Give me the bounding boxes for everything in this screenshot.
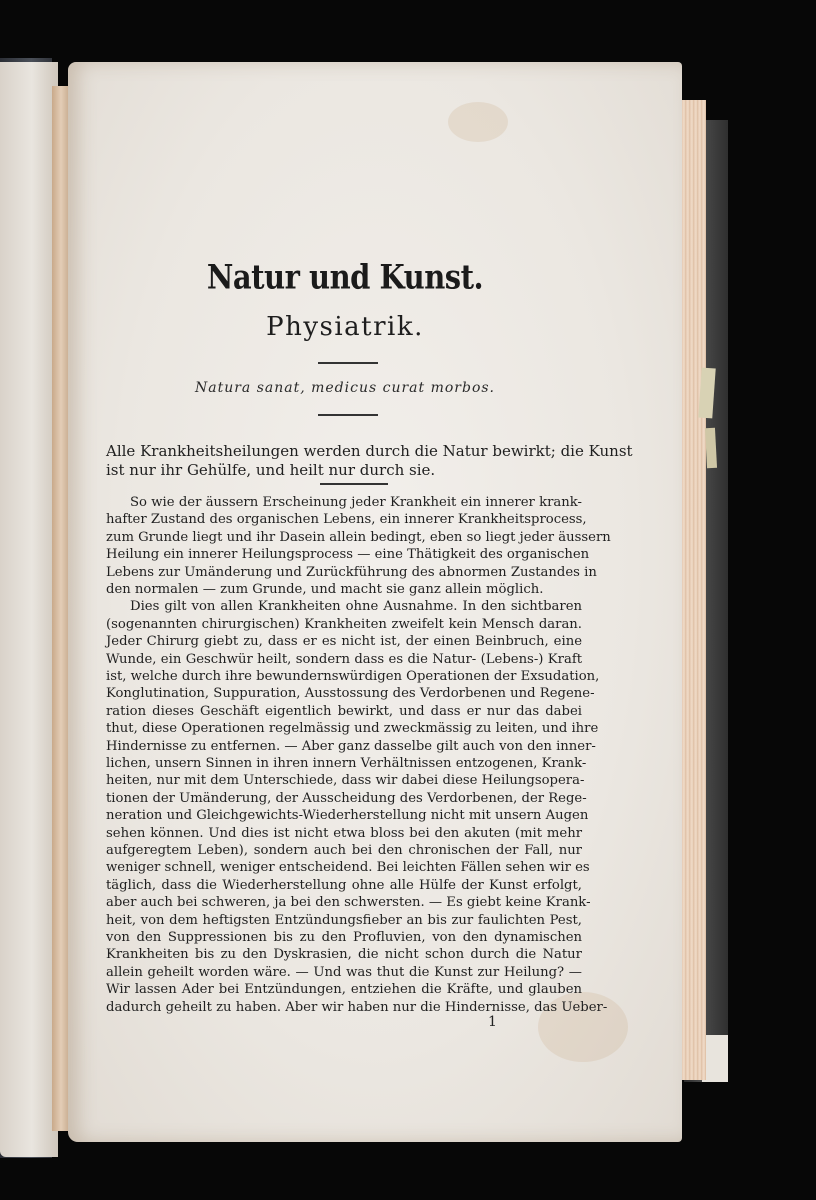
page-subtitle: Physiatrik. xyxy=(266,312,424,342)
divider-rule xyxy=(320,483,388,485)
body-line: lichen, unsern Sinnen in ihren innern Verhältnissen entzogenen, Krank- xyxy=(106,756,587,771)
body-line: zum Grunde liegt und ihr Dasein allein bedingt, eben so liegt jeder äussern xyxy=(106,529,611,545)
intro-line: ist nur ihr Gehülfe, und heilt nur durch sie. xyxy=(106,461,436,479)
body-line: ration dieses Geschäft eigentlich bewirkt, und dass er nur das dabei xyxy=(106,703,582,719)
latin-motto: Natura sanat, medicus curat morbos. xyxy=(194,380,496,396)
body-line: den normalen — zum Grunde, und macht sie ganz allein möglich. xyxy=(106,582,544,597)
body-line: Jeder Chirurg giebt zu, dass er es nicht ist, der einen Beinbruch, eine xyxy=(106,634,582,650)
body-line: tionen der Umänderung, der Ausscheidung des Verdorbenen, der Rege- xyxy=(106,790,587,806)
body-line: aber auch bei schweren, ja bei den schwersten. — Es giebt keine Krank- xyxy=(106,895,591,911)
body-line: Wunde, ein Geschwür heilt, sondern dass es die Natur- (Lebens-) Kraft xyxy=(106,651,582,667)
body-line: heiten, nur mit dem Unterschiede, dass wir dabei diese Heilungsopera- xyxy=(106,773,585,789)
body-line: Wir lassen Ader bei Entzündungen, entziehen die Kräfte, und glauben xyxy=(106,982,582,998)
body-line: Dies gilt von allen Krankheiten ohne Ausnahme. In den sichtbaren xyxy=(130,599,582,615)
body-line: So wie der äussern Erscheinung jeder Krankheit ein innerer krank- xyxy=(130,495,582,510)
body-line: von den Suppressionen bis zu den Profluvien, von den dynamischen xyxy=(106,930,582,945)
page-title: Natur und Kunst. xyxy=(206,257,484,297)
body-line: Hindernisse zu entfernen. — Aber ganz dasselbe gilt auch von den inner- xyxy=(106,738,596,754)
paper-tab xyxy=(705,428,717,468)
body-line: weniger schnell, weniger entscheidend. Bei leichten Fällen sehen wir es xyxy=(106,860,590,876)
body-line: allein geheilt worden wäre. — Und was thut die Kunst zur Heilung? — xyxy=(106,964,582,980)
body-line: (sogenannten chirurgischen) Krankheiten zweifelt kein Mensch daran. xyxy=(106,616,582,632)
page-number: 1 xyxy=(488,1014,497,1030)
paper-stain xyxy=(448,102,508,142)
body-line: Lebens zur Umänderung und Zurückführung des abnormen Zustandes in xyxy=(106,564,597,580)
body-line: ist, welche durch ihre bewundernswürdigen Operationen der Exsudation, xyxy=(106,669,600,684)
body-line: aufgeregtem Leben), sondern auch bei den chronischen der Fall, nur xyxy=(106,843,582,858)
intro-line: Alle Krankheitsheilungen werden durch die Natur bewirkt; die Kunst xyxy=(106,442,633,460)
body-line: sehen können. Und dies ist nicht etwa bloss bei den akuten (mit mehr xyxy=(106,825,582,841)
divider-rule xyxy=(318,362,378,364)
body-line: Konglutination, Suppuration, Ausstossung des Verdorbenen und Regene- xyxy=(106,686,595,702)
body-line: thut, diese Operationen regelmässig und zweckmässig zu leiten, und ihre xyxy=(106,721,599,737)
body-line: täglich, dass die Wiederherstellung ohne alle Hülfe der Kunst erfolgt, xyxy=(106,877,582,893)
body-line: heit, von dem heftigsten Entzündungsfieber an bis zur faulichten Pest, xyxy=(106,912,582,928)
body-line: Krankheiten bis zu den Dyskrasien, die nicht schon durch die Natur xyxy=(106,947,582,963)
body-line: neration und Gleichgewichts-Wiederherstellung nicht mit unsern Augen xyxy=(106,808,589,824)
left-page-edge xyxy=(0,62,58,1157)
body-line: dadurch geheilt zu haben. Aber wir haben nur die Hindernisse, das Ueber- xyxy=(106,999,608,1015)
body-line: Heilung ein innerer Heilungsprocess — eine Thätigkeit des organischen xyxy=(106,547,590,563)
divider-rule xyxy=(318,414,378,416)
body-line: hafter Zustand des organischen Lebens, ein innerer Krankheitsprocess, xyxy=(106,512,587,528)
